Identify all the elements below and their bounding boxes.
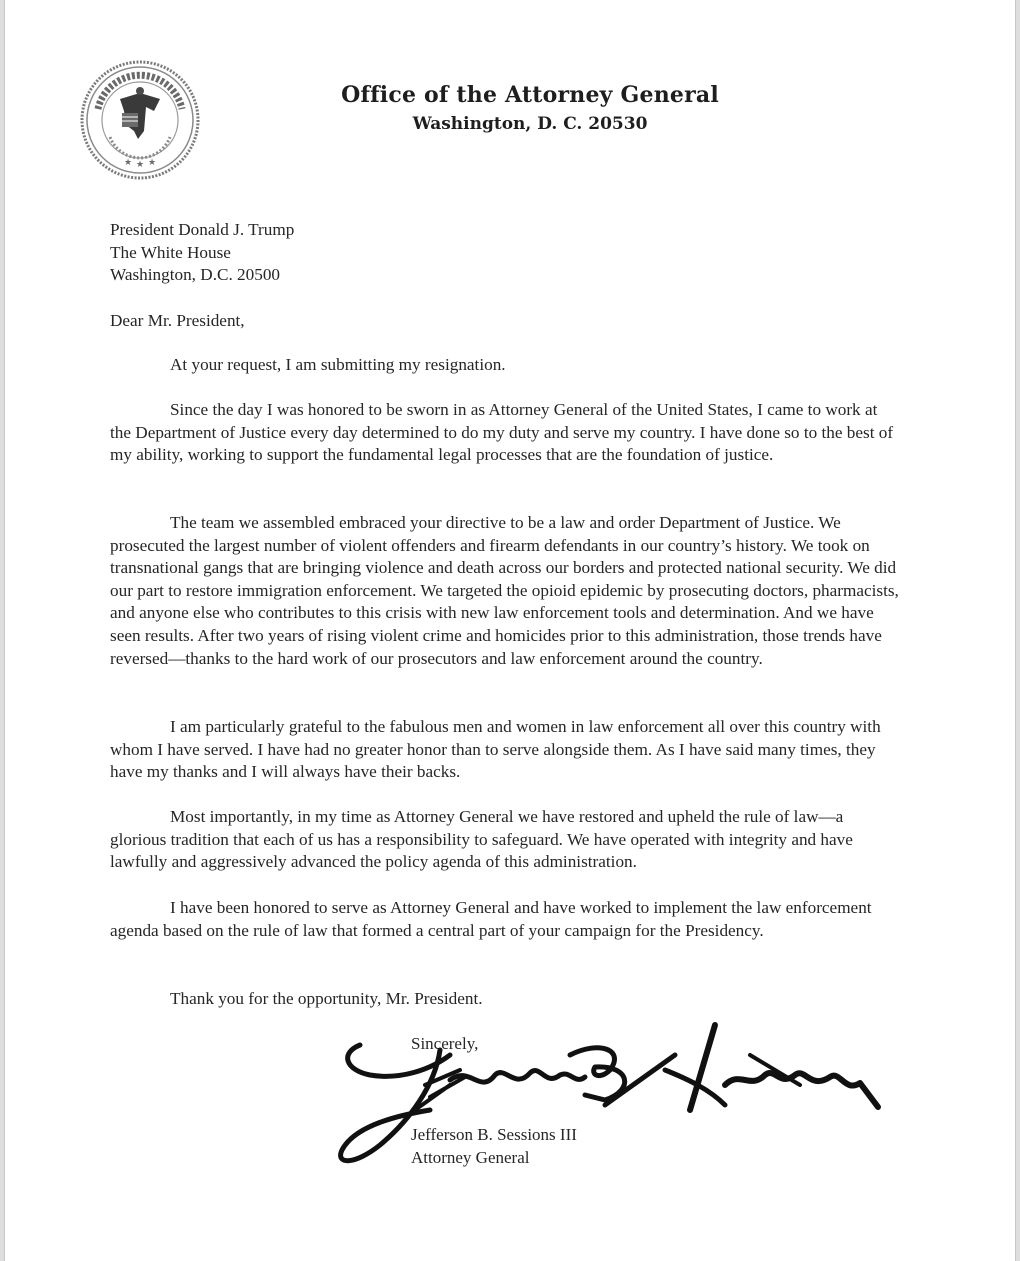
signer-name: Jefferson B. Sessions III <box>411 1125 577 1144</box>
paragraph-4: I am particularly grateful to the fabulous men and women in law enforcement all over this country with whom I have served. I have had no greater honor than to serve alongside them. As I have said many times, they have my thanks and I will always have their backs. <box>110 717 881 782</box>
paragraph-7: Thank you for the opportunity, Mr. President. <box>170 989 483 1008</box>
salutation: Dear Mr. President, <box>110 311 245 330</box>
page-edge-right <box>1015 0 1020 1261</box>
closing: Sincerely, <box>411 1034 479 1053</box>
paragraph-5: Most importantly, in my time as Attorney General we have restored and upheld the rule of law—a glorious tradition that each of us has a responsibility to safeguard. We have operated with integrity and have lawfully and aggressively advanced the policy agenda of this administration. <box>110 807 853 872</box>
paragraph-1: At your request, I am submitting my resignation. <box>170 355 506 374</box>
recipient-address <box>110 219 900 287</box>
letterhead-location: Washington, D. C. 20530 <box>412 114 648 134</box>
recipient-address-line1: The White House <box>110 242 231 262</box>
svg-text:★: ★ <box>136 160 145 170</box>
paragraph-3: The team we assembled embraced your directive to be a law and order Department of Justice. We prosecuted the largest number of violent offenders and firearm defendants in our country’s history. We took on transnational gangs that are bringing violence and death across our borders and protected national security. We did our part to restore immigration enforcement. We targeted the opioid epidemic by prosecuting doctors, pharmacists, and anyone else who contributes to this crisis with new law enforcement tools and determination. And we have seen results. After two years of rising violent crime and homicides prior to this administration, those trends have reversed—thanks to the hard work of our prosecutors and law enforcement around the country. <box>110 513 899 668</box>
paragraph-2: Since the day I was honored to be sworn in as Attorney General of the United States, I came to work at the Department of Justice every day determined to do my duty and serve my country. I have done so to the best of my ability, working to support the fundamental legal processes that are the foundation of justice. <box>110 400 894 465</box>
svg-text:★: ★ <box>124 158 133 168</box>
recipient-name: President Donald J. Trump <box>110 220 295 239</box>
letterhead <box>300 82 760 134</box>
signer-title: Attorney General <box>411 1147 530 1167</box>
page-edge-left <box>0 0 5 1261</box>
recipient-address-line2: Washington, D.C. 20500 <box>110 265 281 285</box>
letterhead-office: Office of the Attorney General <box>341 82 719 108</box>
department-of-justice-seal-icon <box>80 59 200 181</box>
paragraph-6: I have been honored to serve as Attorney General and have worked to implement the law enforcement agenda based on the rule of law that formed a central part of your campaign for the Presidency. <box>110 898 872 940</box>
svg-text:★: ★ <box>148 158 157 168</box>
handwritten-signature-icon <box>330 1015 890 1175</box>
